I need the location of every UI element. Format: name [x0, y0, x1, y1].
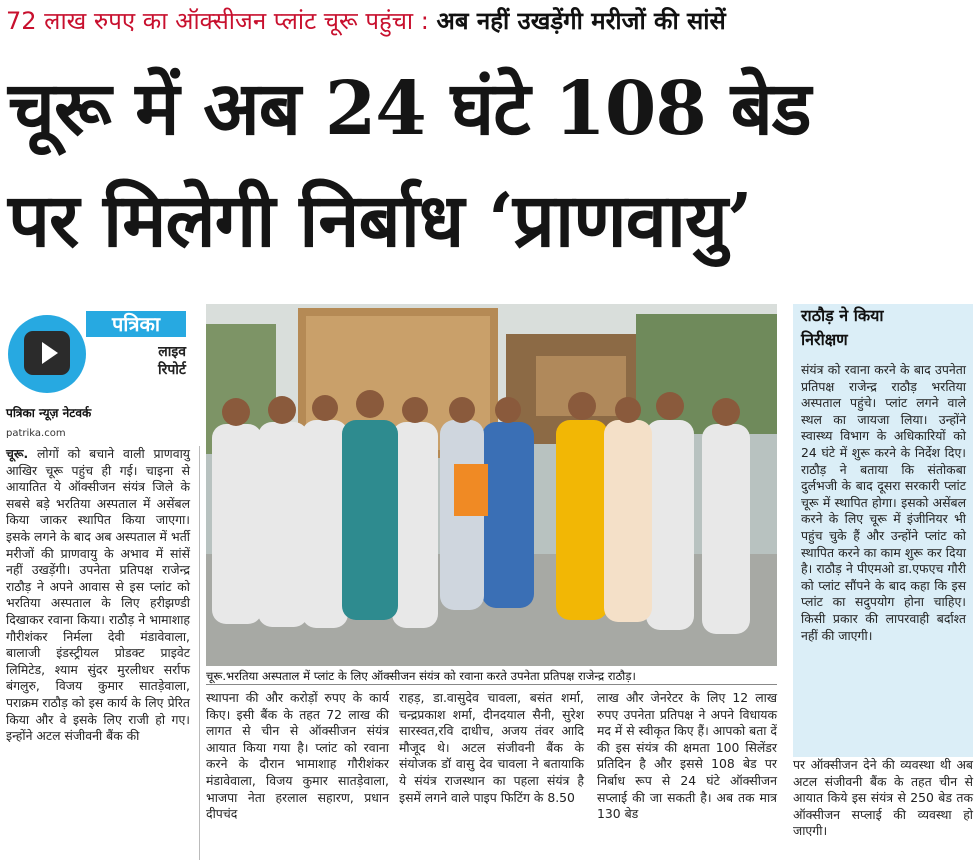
byline-network: पत्रिका न्यूज़ नेटवर्क	[6, 406, 92, 420]
live-line-1: लाइव	[158, 344, 186, 360]
photo-illustration	[206, 304, 777, 666]
article-column-1	[6, 446, 190, 745]
live-report-label	[116, 343, 186, 379]
byline-site: patrika.com	[6, 428, 66, 439]
column-divider	[199, 446, 200, 860]
sidebar-body: संयंत्र को रवाना करने के बाद उपनेता प्रतिपक्ष राजेन्द्र राठौड़ भरतिया अस्पताल पहुंचे। प्लांट लगने वाले स्थल का जायजा लिया। उन्होंने स्वास्थ्य विभाग के अधिकारियों को 24 घंटे में शुरू करने के निर्देश दिए। राठौड़ ने बताया कि संतोकबा दुर्लभजी के बाद दूसरा सरकारी प्लांट चूरू में स्थापित होगा। इसको असेंबल करने के लिए चूरू में इंजीनियर भी पहुंच चुके हैं और उन्होंने प्लांट को स्थापित करने का काम शुरू कर दिया है। राठौड़ ने पीएमओ डा.एफएच गौरी को प्लांट सौंपने के बाद कहा कि इस प्लांट का सदुपयोग होना चाहिए। किसी प्रकार की लापरवाही बर्दाश्त नहीं की जाएगी।	[801, 362, 966, 643]
live-report-logo	[6, 307, 186, 399]
kicker-red: 72 लाख रुपए का ऑक्सीजन प्लांट चूरू पहुंचा :	[6, 7, 429, 35]
column-1-text: लोगों को बचाने वाली प्राणवायु आखिर चूरू पहुंच ही गई। चाइना से आयातित ये ऑक्सीजन संयंत्र जिले के सबसे बड़े भरतिया अस्पताल में असेंबल किया जाकर स्थापित किया जाएगा। इसके लगने के बाद अब अस्पताल में भर्ती मरीजों की प्राणवायु के अभाव में सांसें नहीं उखड़ेंगी। उपनेता प्रतिपक्ष राजेन्द्र राठौड़ ने अपने आवास से इस प्लांट को भरतिया अस्पताल के लिए हरीझण्डी दिखाकर रवाना किया। राठौड़ ने भामाशाह गौरीशंकर निर्मला देवी मंडावेवाला, बालाजी इंडस्ट्रीयल प्रोडक्ट प्राइवेट लिमिटेड, श्याम सुंदर मुरलीधर सर्राफ बंगलुरु, विजय कुमार सातड़ेवाला, पराक्रम राठौड़ को इस कार्य के लिए प्रेरित किया और वे इसके लिए राजी हो गए। इन्होंने अटल संजीवनी बैंक की	[6, 446, 190, 744]
article-column-5: पर ऑक्सीजन देने की व्यवस्था थी अब अटल संजीवनी बैंक के तहत चीन से आयात किये इस संयंत्र से 250 बेड तक ऑक्सीजन सप्लाई की व्यवस्था हो जाएगी।	[793, 757, 973, 839]
kicker-line	[6, 4, 726, 38]
sidebar-title-line-2: निरीक्षण	[801, 330, 848, 349]
news-photo	[206, 304, 777, 666]
sidebar-title	[801, 304, 961, 352]
article-column-4: लाख और जेनरेटर के लिए 12 लाख रुपए उपनेता प्रतिपक्ष ने अपने विधायक मद में से स्वीकृत किए हैं। आपको बता दें की इस संयंत्र की क्षमता 100 सिलेंडर प्रतिदिन है और इससे 108 बेड पर निर्बाध रूप से 24 घंटे ऑक्सीजन सप्लाई की जा सकती है। अब तक मात्र 130 बेड	[597, 690, 777, 822]
live-line-2: रिपोर्ट	[158, 362, 186, 378]
play-triangle	[42, 342, 58, 364]
sidebar-title-line-1: राठौड़ ने किया	[801, 306, 884, 325]
headline-line-2: पर मिलेगी निर्बाध ‘प्राणवायु’	[8, 178, 752, 264]
article-column-3: राहड़, डा.वासुदेव चावला, बसंत शर्मा, चन्द्रप्रकाश शर्मा, दीनदयाल सैनी, सुरेश सारस्वत,रवि दाधीच, अजय तंवर आदि मौजूद थे। अटल संजीवनी बैंक के संयोजक डॉ वासु देव चावला ने बतायाकि ये संयंत्र राजस्थान का पहला संयंत्र है इसमें लगने वाले पाइप फिटिंग के 8.50	[399, 690, 584, 805]
sidebar-box	[793, 304, 973, 757]
photo-caption: चूरू.भरतिया अस्पताल में प्लांट के लिए ऑक्सीजन संयंत्र को रवाना करते उपनेता प्रतिपक्ष राजेन्द्र राठौड़।	[206, 668, 777, 685]
headline-line-1: चूरू में अब 24 घंटे 108 बेड	[8, 66, 811, 152]
brand-name: पत्रिका	[86, 311, 186, 337]
kicker-black: अब नहीं उखड़ेंगी मरीजों की सांसें	[436, 7, 726, 35]
article-column-2: स्थापना की और करोड़ों रुपए के कार्य किए। इसी बैंक के तहत 72 लाख की लागत से चीन से ऑक्सीजन संयंत्र आयात किया गया है। प्लांट को रवाना करने के दौरान भामाशाह गौरीशंकर मंडावेवाला, विजय कुमार सातड़ेवाला, भाजपा नेता हरलाल सहारण, प्रधान दीपचंद	[206, 690, 389, 822]
dateline: चूरू.	[6, 446, 29, 461]
